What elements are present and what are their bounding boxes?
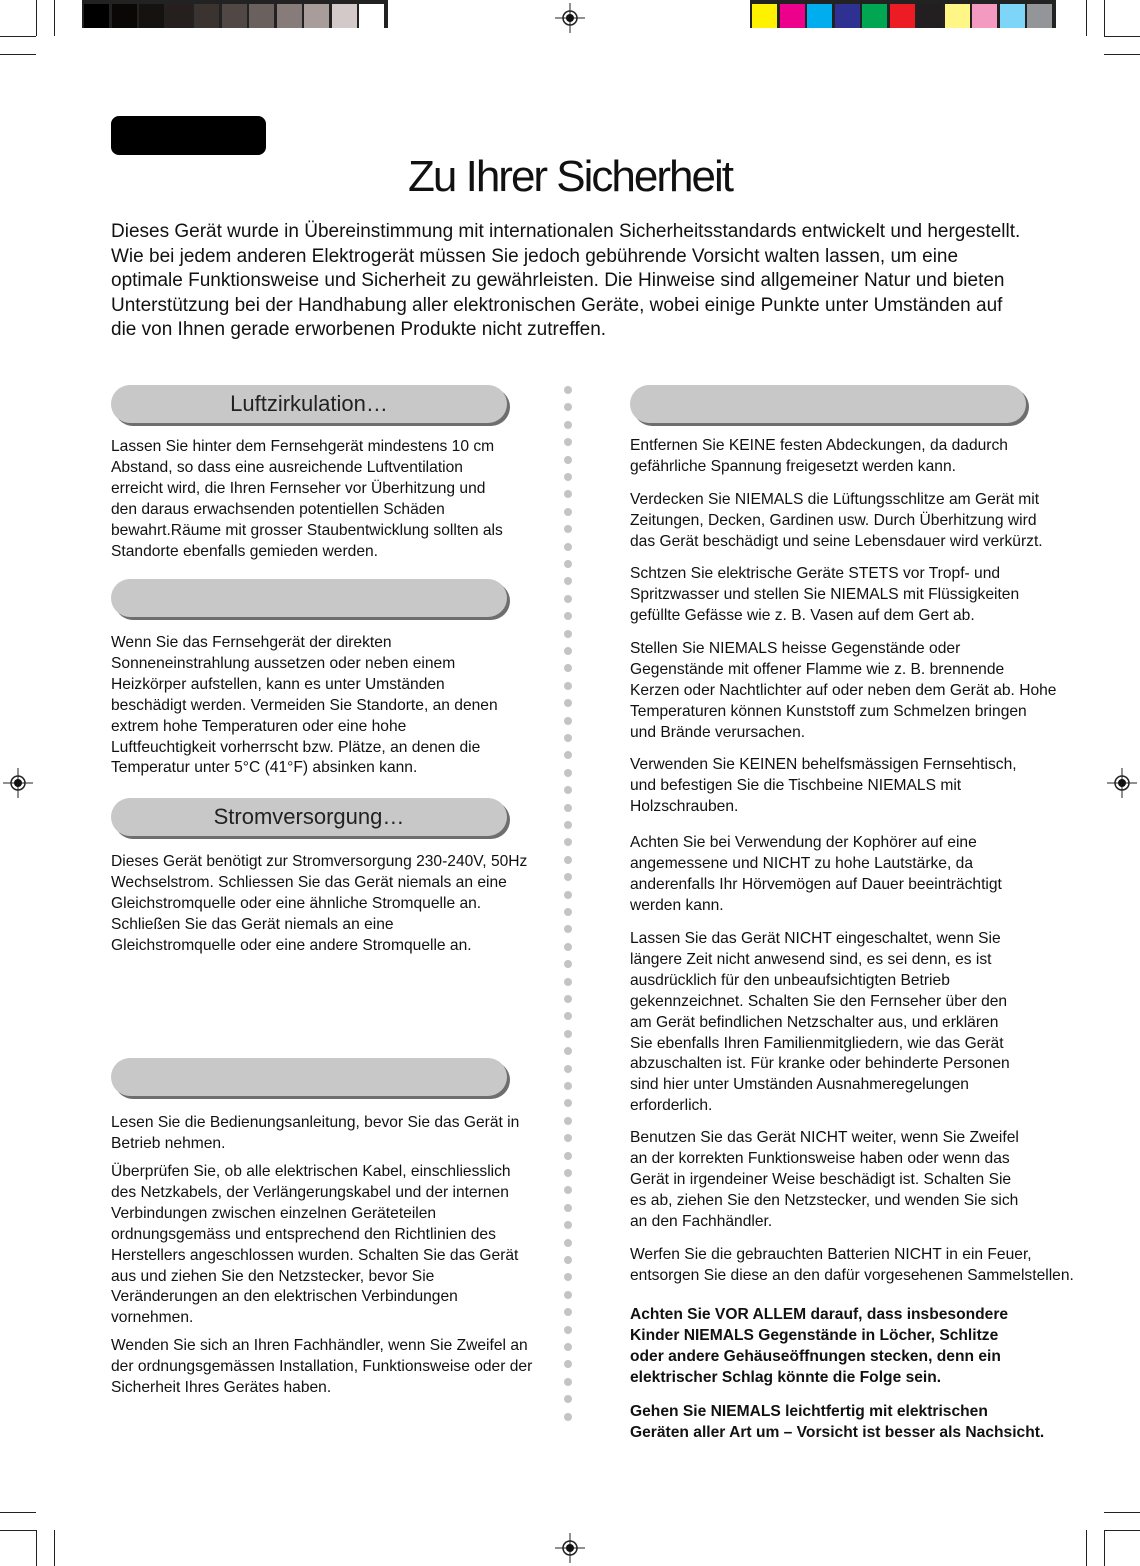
divider-dot — [564, 1152, 572, 1160]
color-swatch — [890, 4, 915, 28]
divider-dot — [564, 630, 572, 638]
color-swatch — [194, 4, 219, 28]
divider-dot — [564, 1360, 572, 1368]
color-swatch — [917, 4, 942, 28]
divider-dot — [564, 421, 572, 429]
divider-dot — [564, 1186, 572, 1194]
divider-dot — [564, 1326, 572, 1334]
divider-dot — [564, 873, 572, 881]
color-swatch — [332, 4, 357, 28]
color-swatch — [807, 4, 832, 28]
warning-flames: Stellen Sie NIEMALS heisse Gegenstände oder Gegenstände mit offener Flamme wie z. B. brennende Kerzen oder Nachtlichter auf oder neben dem Gerät ab. Hohe Temperaturen können Kunststoff zum Schmelzen bringen und Brände verursachen. — [630, 640, 1057, 741]
divider-dot — [564, 1308, 572, 1316]
heading-blank — [111, 579, 507, 617]
crop-mark — [36, 1530, 37, 1566]
divider-dot — [564, 838, 572, 846]
divider-dot — [564, 456, 572, 464]
grayscale-calibration-bar — [82, 0, 388, 28]
crop-mark — [54, 0, 55, 36]
warning-headphones: Achten Sie bei Verwendung der Kophörer auf eine angemessene und NICHT zu hohe Lautstärke, da anderenfalls Ihr Hörvemögen auf Dauer beeinträchtigt werden kann. — [630, 834, 1002, 914]
divider-dot — [564, 1099, 572, 1107]
power-supply-text: Dieses Gerät benötigt zur Stromversorgung 230-240V, 50Hz Wechselstrom. Schliessen Sie das Gerät niemals an eine Gleichstromquelle oder eine ähnliche Stromquelle an. Schließen Sie das Gerät niemals an eine Gleichstromquelle oder eine andere Stromquelle an. — [111, 853, 528, 954]
warning-water: Schtzen Sie elektrische Geräte STETS vor Tropf- und Spritzwasser und stellen Sie NIEMALS mit Flüssigkeiten gefüllte Gefässe wie z. B. Vasen auf dem Gert ab. — [630, 565, 1020, 624]
divider-dot — [564, 995, 572, 1003]
divider-dot — [564, 1204, 572, 1212]
divider-dot — [564, 717, 572, 725]
divider-dot — [564, 960, 572, 968]
divider-dot — [564, 908, 572, 916]
registration-mark-icon — [555, 3, 585, 33]
color-swatch — [167, 4, 192, 28]
crop-mark — [1086, 1530, 1087, 1566]
color-swatch — [304, 4, 329, 28]
divider-dot — [564, 1169, 572, 1177]
crop-mark — [1104, 1530, 1140, 1531]
divider-dot — [564, 978, 572, 986]
divider-dot — [564, 1273, 572, 1281]
crop-mark — [54, 1530, 55, 1566]
color-swatch — [359, 4, 384, 28]
divider-dot — [564, 403, 572, 411]
warning-children: Achten Sie VOR ALLEM darauf, dass insbesondere Kinder NIEMALS Gegenstände in Löcher, Schlitze oder andere Gehäuseöffnungen stecken, denn ein elektrischer Schlag könnte die Folge sein. — [630, 1306, 1009, 1386]
intro-text: Dieses Gerät wurde in Übereinstimmung mit internationalen Sicherheitsstandards entwickelt und hergestellt. Wie bei jedem anderen Elektrogerät müssen Sie jedoch gebührende Vorsicht walten lassen, um eine optimale Funktionsweise und Sicherheit zu gewährleisten. Die Hinweise sind allgemeiner Natur und bieten Unterstützung bei der Handhabung aller elektronischen Geräte, wobei einige Punkte unter Umständen auf die von Ihnen gerade erworbenen Produkte nicht zutreffen. — [111, 221, 1021, 340]
divider-dot — [564, 943, 572, 951]
divider-dot — [564, 577, 572, 585]
divider-dot — [564, 1291, 572, 1299]
divider-dot — [564, 769, 572, 777]
divider-dot — [564, 821, 572, 829]
instructions-text-3: Wenden Sie sich an Ihren Fachhändler, wenn Sie Zweifel an der ordnungsgemässen Installation, Funktionsweise oder der Sicherheit Ihres Gerätes haben. — [111, 1337, 533, 1396]
warning-unattended: Lassen Sie das Gerät NICHT eingeschaltet, wenn Sie längere Zeit nicht anwesend sind, es sei denn, es ist ausdrücklich für den unbeaufsichtigten Betrieb gekennzeichnet. Schalten Sie den Fernseher über den am Gerät befindlichen Netzschalter aus, und erklären Sie ebenfalls Ihren Familienmitgliedern, wie das Gerät abzuschalten ist. Für kranke oder behinderte Personen sind hier unter Umständen Ausnahmeregelungen erforderlich. — [630, 930, 1010, 1115]
color-swatch — [84, 4, 109, 28]
page-title: Zu Ihrer Sicherheit — [408, 152, 732, 201]
divider-dot — [564, 386, 572, 394]
divider-dot — [564, 1030, 572, 1038]
divider-dot — [564, 1378, 572, 1386]
divider-dot — [564, 1343, 572, 1351]
color-swatch — [277, 4, 302, 28]
divider-dot — [564, 925, 572, 933]
registration-mark-icon — [3, 768, 33, 798]
divider-dot — [564, 1256, 572, 1264]
crop-mark — [0, 54, 36, 55]
crop-mark — [0, 1530, 36, 1531]
heading-blank — [630, 385, 1026, 423]
divider-dot — [564, 734, 572, 742]
section-tab — [111, 116, 266, 155]
warning-vents: Verdecken Sie NIEMALS die Lüftungsschlitze am Gerät mit Zeitungen, Decken, Gardinen usw. Durch Überhitzung wird das Gerät beschädigt und seine Lebensdauer wird verkürzt. — [630, 491, 1043, 550]
color-swatch — [1027, 4, 1052, 28]
divider-dot — [564, 1239, 572, 1247]
color-swatch — [780, 4, 805, 28]
color-swatch — [139, 4, 164, 28]
crop-mark — [1086, 0, 1087, 36]
divider-dot — [564, 560, 572, 568]
heading-air-circulation: Luftzirkulation… — [111, 385, 507, 423]
color-calibration-bar — [750, 0, 1056, 28]
divider-dot — [564, 1047, 572, 1055]
crop-mark — [1104, 1512, 1140, 1513]
color-swatch — [945, 4, 970, 28]
color-swatch — [112, 4, 137, 28]
color-swatch — [972, 4, 997, 28]
color-swatch — [249, 4, 274, 28]
divider-dot — [564, 525, 572, 533]
divider-dot — [564, 1082, 572, 1090]
warning-covers: Entfernen Sie KEINE festen Abdeckungen, da dadurch gefährliche Spannung freigesetzt werden kann. — [630, 437, 1008, 475]
color-swatch — [862, 4, 887, 28]
divider-dot — [564, 1134, 572, 1142]
divider-dot — [564, 664, 572, 672]
heat-text: Wenn Sie das Fernsehgerät der direkten Sonneneinstrahlung aussetzen oder neben einem Heizkörper aufstellen, kann es unter Umständen beschädigt werden. Vermeiden Sie Standorte, an denen extrem hohe Temperaturen oder eine hohe Luftfeuchtigkeit vorherrscht bzw. Plätze, an denen die Temperatur unter 5°C (41°F) absinken kann. — [111, 634, 498, 777]
divider-dot — [564, 891, 572, 899]
divider-dot — [564, 856, 572, 864]
divider-dot — [564, 786, 572, 794]
divider-dot — [564, 647, 572, 655]
divider-dot — [564, 595, 572, 603]
divider-dot — [564, 1065, 572, 1073]
warning-damage: Benutzen Sie das Gerät NICHT weiter, wenn Sie Zweifel an der korrekten Funktionsweise haben oder wenn das Gerät in irgendeiner Weise beschädigt ist. Schalten Sie es ab, ziehen Sie den Netzstecker, und wenden Sie sich an den Fachhändler. — [630, 1129, 1019, 1230]
registration-mark-icon — [1107, 768, 1137, 798]
divider-dot — [564, 804, 572, 812]
divider-dot — [564, 508, 572, 516]
crop-mark — [0, 1512, 36, 1513]
divider-dot — [564, 1413, 572, 1421]
color-swatch — [752, 4, 777, 28]
heading-power-supply: Stromversorgung… — [111, 798, 507, 836]
divider-dot — [564, 699, 572, 707]
crop-mark — [0, 36, 36, 37]
divider-dot — [564, 1117, 572, 1125]
instructions-text-2: Überprüfen Sie, ob alle elektrischen Kabel, einschliesslich des Netzkabels, der Verlängerungskabel und der internen Verbindungen zwischen einzelnen Geräteteilen ordnungsgemäss und entsprechend den Richtlinien des Herstellers angeschlossen wurden. Schalten Sie das Gerät aus und ziehen Sie den Netzstecker, bevor Sie Veränderungen an den elektrischen Verbindungen vornehmen. — [111, 1163, 519, 1327]
heading-blank — [111, 1058, 507, 1096]
registration-mark-icon — [555, 1533, 585, 1563]
crop-mark — [1104, 1530, 1105, 1566]
divider-dot — [564, 490, 572, 498]
divider-dot — [564, 438, 572, 446]
air-circulation-text: Lassen Sie hinter dem Fernsehgerät mindestens 10 cm Abstand, so dass eine ausreichende Luftventilation erreicht wird, die Ihren Fernseher vor Überhitzung und den daraus erwachsenden potentiellen Schäden bewahrt.Räume mit grosser Staubentwicklung sollten als Standorte ebenfalls gemieden werden. — [111, 438, 503, 560]
color-swatch — [1000, 4, 1025, 28]
divider-dot — [564, 751, 572, 759]
color-swatch — [835, 4, 860, 28]
divider-dot — [564, 1395, 572, 1403]
warning-caution: Gehen Sie NIEMALS leichtfertig mit elektrischen Geräten aller Art um – Vorsicht ist besser als Nachsicht. — [630, 1403, 1045, 1441]
crop-mark — [36, 0, 37, 36]
divider-dot — [564, 543, 572, 551]
divider-dot — [564, 473, 572, 481]
divider-dot — [564, 1012, 572, 1020]
divider-dot — [564, 1221, 572, 1229]
divider-dot — [564, 682, 572, 690]
warning-batteries: Werfen Sie die gebrauchten Batterien NICHT in ein Feuer, entsorgen Sie diese an den dafür vorgesehenen Sammelstellen. — [630, 1246, 1074, 1284]
divider-dot — [564, 612, 572, 620]
warning-stand: Verwenden Sie KEINEN behelfsmässigen Fernsehtisch, und befestigen Sie die Tischbeine NIEMALS mit Holzschrauben. — [630, 756, 1017, 815]
crop-mark — [1104, 0, 1105, 36]
crop-mark — [1104, 54, 1140, 55]
instructions-text-1: Lesen Sie die Bedienungsanleitung, bevor Sie das Gerät in Betrieb nehmen. — [111, 1114, 520, 1152]
crop-mark — [1104, 36, 1140, 37]
color-swatch — [222, 4, 247, 28]
